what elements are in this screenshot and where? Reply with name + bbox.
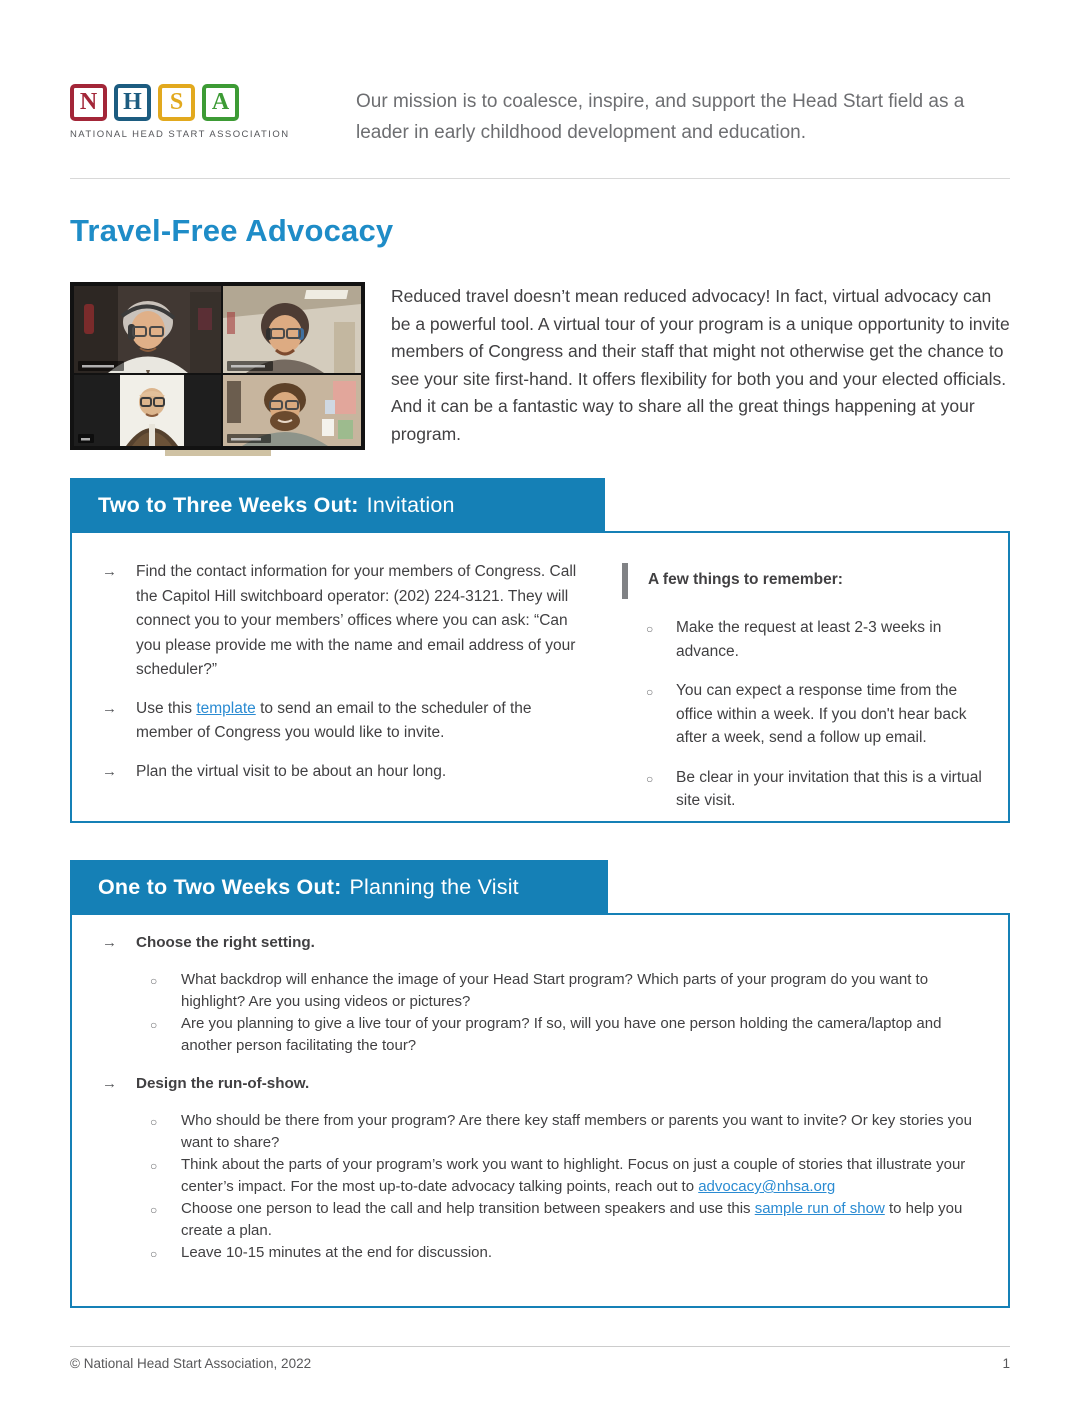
arrow-bullet-icon: → bbox=[102, 762, 117, 780]
list-item bbox=[102, 560, 582, 683]
bullet-text-post: to send an email to the scheduler of the member of Congress you would like to invite. bbox=[136, 699, 532, 741]
group-label-text: Choose the right setting. bbox=[136, 934, 315, 951]
advocacy-email-link[interactable]: advocacy@nhsa.org bbox=[698, 1178, 836, 1195]
page-number: 1 bbox=[1002, 1356, 1010, 1371]
list-item bbox=[150, 1198, 984, 1242]
group-label bbox=[102, 932, 984, 954]
video-call-photo bbox=[70, 282, 365, 456]
sub-item-text: Are you planning to give a live tour of your program? If so, will you have one person holding the camera/laptop and another person facilitating the tour? bbox=[181, 1015, 942, 1054]
sub-item-text-pre: Think about the parts of your program’s work you want to highlight. Focus on just a couple of stories that illustrate your center’s impact. For the most up-to-date advocacy talking points, reach out to bbox=[181, 1156, 966, 1195]
section-2-box bbox=[70, 913, 1010, 1308]
reminders-heading-row bbox=[622, 563, 1008, 599]
list-item bbox=[150, 1242, 984, 1265]
list-item bbox=[150, 1154, 984, 1198]
arrow-bullet-icon: → bbox=[102, 1075, 117, 1092]
sub-item-text bbox=[181, 1154, 984, 1198]
nhsa-logo-blocks bbox=[70, 84, 306, 121]
section-1-bullet-list bbox=[72, 533, 622, 821]
list-item bbox=[150, 1110, 984, 1154]
page-title: Travel-Free Advocacy bbox=[70, 213, 394, 248]
circle-bullet-icon: ○ bbox=[150, 1159, 158, 1173]
list-item bbox=[102, 760, 582, 785]
list-item bbox=[646, 679, 988, 750]
template-link[interactable]: template bbox=[196, 699, 256, 717]
circle-bullet-icon: ○ bbox=[150, 974, 158, 988]
reminder-text: You can expect a response time from the office within a week. If you don't hear back after a week, send a follow up email. bbox=[676, 682, 967, 746]
mission-statement: Our mission is to coalesce, inspire, and support the Head Start field as a leader in early childhood development and education. bbox=[356, 91, 965, 143]
section-2-heading-bold: One to Two Weeks Out: bbox=[98, 875, 342, 899]
logo-letter-s: S bbox=[158, 84, 195, 121]
section-1-heading-bold: Two to Three Weeks Out: bbox=[98, 493, 359, 517]
group-run-of-show bbox=[102, 1073, 984, 1265]
sub-item-text-post: to help you create a plan. bbox=[181, 1200, 963, 1239]
group-choose-setting bbox=[102, 932, 984, 1057]
bullet-text: Plan the virtual visit to be about an hour long. bbox=[136, 762, 447, 780]
section-1-heading-rest: Invitation bbox=[366, 493, 455, 517]
reminders-title: A few things to remember: bbox=[648, 571, 843, 588]
circle-bullet-icon: ○ bbox=[150, 1203, 158, 1217]
sub-item-text-pre: Choose one person to lead the call and help transition between speakers and use this bbox=[181, 1200, 755, 1217]
bullet-text: Find the contact information for your members of Congress. Call the Capitol Hill switchboard operator: (202) 224-3121. They will connect you to your members’ offices where you can ask: “Can you please provide me with the name and email address of your scheduler?” bbox=[136, 563, 577, 678]
section-1-box bbox=[70, 531, 1010, 823]
list-item bbox=[150, 1013, 984, 1057]
group-label bbox=[102, 1073, 984, 1095]
bullet-text-pre: Use this bbox=[136, 699, 197, 717]
section-2-banner bbox=[70, 860, 608, 915]
logo-caption: NATIONAL HEAD START ASSOCIATION bbox=[70, 129, 290, 140]
page-footer bbox=[70, 1346, 1010, 1371]
intro-paragraph: Reduced travel doesn’t mean reduced advocacy! In fact, virtual advocacy can be a powerful tool. A virtual tour of your program is a unique opportunity to invite members of Congress and their staff that might not otherwise get the chance to see your site first-hand. It offers flexibility for both you and your elected officials. And it can be a fantastic way to share all the great things happening at your program. bbox=[391, 286, 1010, 444]
section-1-banner bbox=[70, 478, 605, 533]
video-tile-top-left bbox=[74, 286, 221, 373]
logo-letter-a: A bbox=[202, 84, 239, 121]
list-item bbox=[646, 766, 988, 813]
video-call-grid bbox=[70, 282, 365, 450]
video-tile-top-right bbox=[223, 286, 361, 373]
copyright-text: © National Head Start Association, 2022 bbox=[70, 1356, 312, 1371]
arrow-bullet-icon: → bbox=[102, 699, 117, 717]
circle-bullet-icon: ○ bbox=[150, 1018, 158, 1032]
logo-letter-n: N bbox=[70, 84, 107, 121]
footer-divider bbox=[70, 1346, 1010, 1347]
intro-row bbox=[70, 282, 1010, 456]
reminder-text: Be clear in your invitation that this is a virtual site visit. bbox=[676, 768, 982, 809]
sub-item-text: What backdrop will enhance the image of your Head Start program? Which parts of your program do you want to highlight? Are you using videos or pictures? bbox=[181, 971, 929, 1010]
list-item bbox=[150, 969, 984, 1013]
sub-list bbox=[102, 1110, 984, 1265]
sub-item-text: Who should be there from your program? Are there key staff members or parents you want to invite? Or key stories you want to share? bbox=[181, 1112, 972, 1151]
taskbar-sliver bbox=[165, 450, 271, 456]
nhsa-logo bbox=[70, 84, 306, 140]
sub-list bbox=[102, 969, 984, 1057]
circle-bullet-icon: ○ bbox=[646, 771, 654, 786]
arrow-bullet-icon: → bbox=[102, 563, 117, 580]
reminders-list bbox=[622, 616, 1008, 813]
video-tile-bottom-left bbox=[74, 375, 221, 446]
video-tile-bottom-right bbox=[223, 375, 361, 446]
circle-bullet-icon: ○ bbox=[646, 622, 654, 636]
logo-letter-h: H bbox=[114, 84, 151, 121]
reminders-aside bbox=[622, 533, 1008, 821]
accent-bar bbox=[622, 563, 628, 599]
circle-bullet-icon: ○ bbox=[150, 1115, 158, 1129]
sub-item-text bbox=[181, 1198, 984, 1242]
sub-item-text: Leave 10-15 minutes at the end for discussion. bbox=[181, 1244, 493, 1261]
list-item bbox=[102, 697, 582, 746]
bullet-text bbox=[136, 697, 582, 746]
header-divider bbox=[70, 178, 1010, 179]
arrow-bullet-icon: → bbox=[102, 934, 117, 951]
section-2-heading-rest: Planning the Visit bbox=[349, 875, 519, 899]
page-header bbox=[70, 0, 1010, 148]
list-item bbox=[646, 616, 988, 663]
reminder-text: Make the request at least 2-3 weeks in advance. bbox=[676, 619, 942, 660]
circle-bullet-icon: ○ bbox=[646, 685, 654, 699]
sample-run-of-show-link[interactable]: sample run of show bbox=[754, 1200, 885, 1217]
circle-bullet-icon: ○ bbox=[150, 1247, 158, 1261]
group-label-text: Design the run-of-show. bbox=[136, 1075, 310, 1092]
